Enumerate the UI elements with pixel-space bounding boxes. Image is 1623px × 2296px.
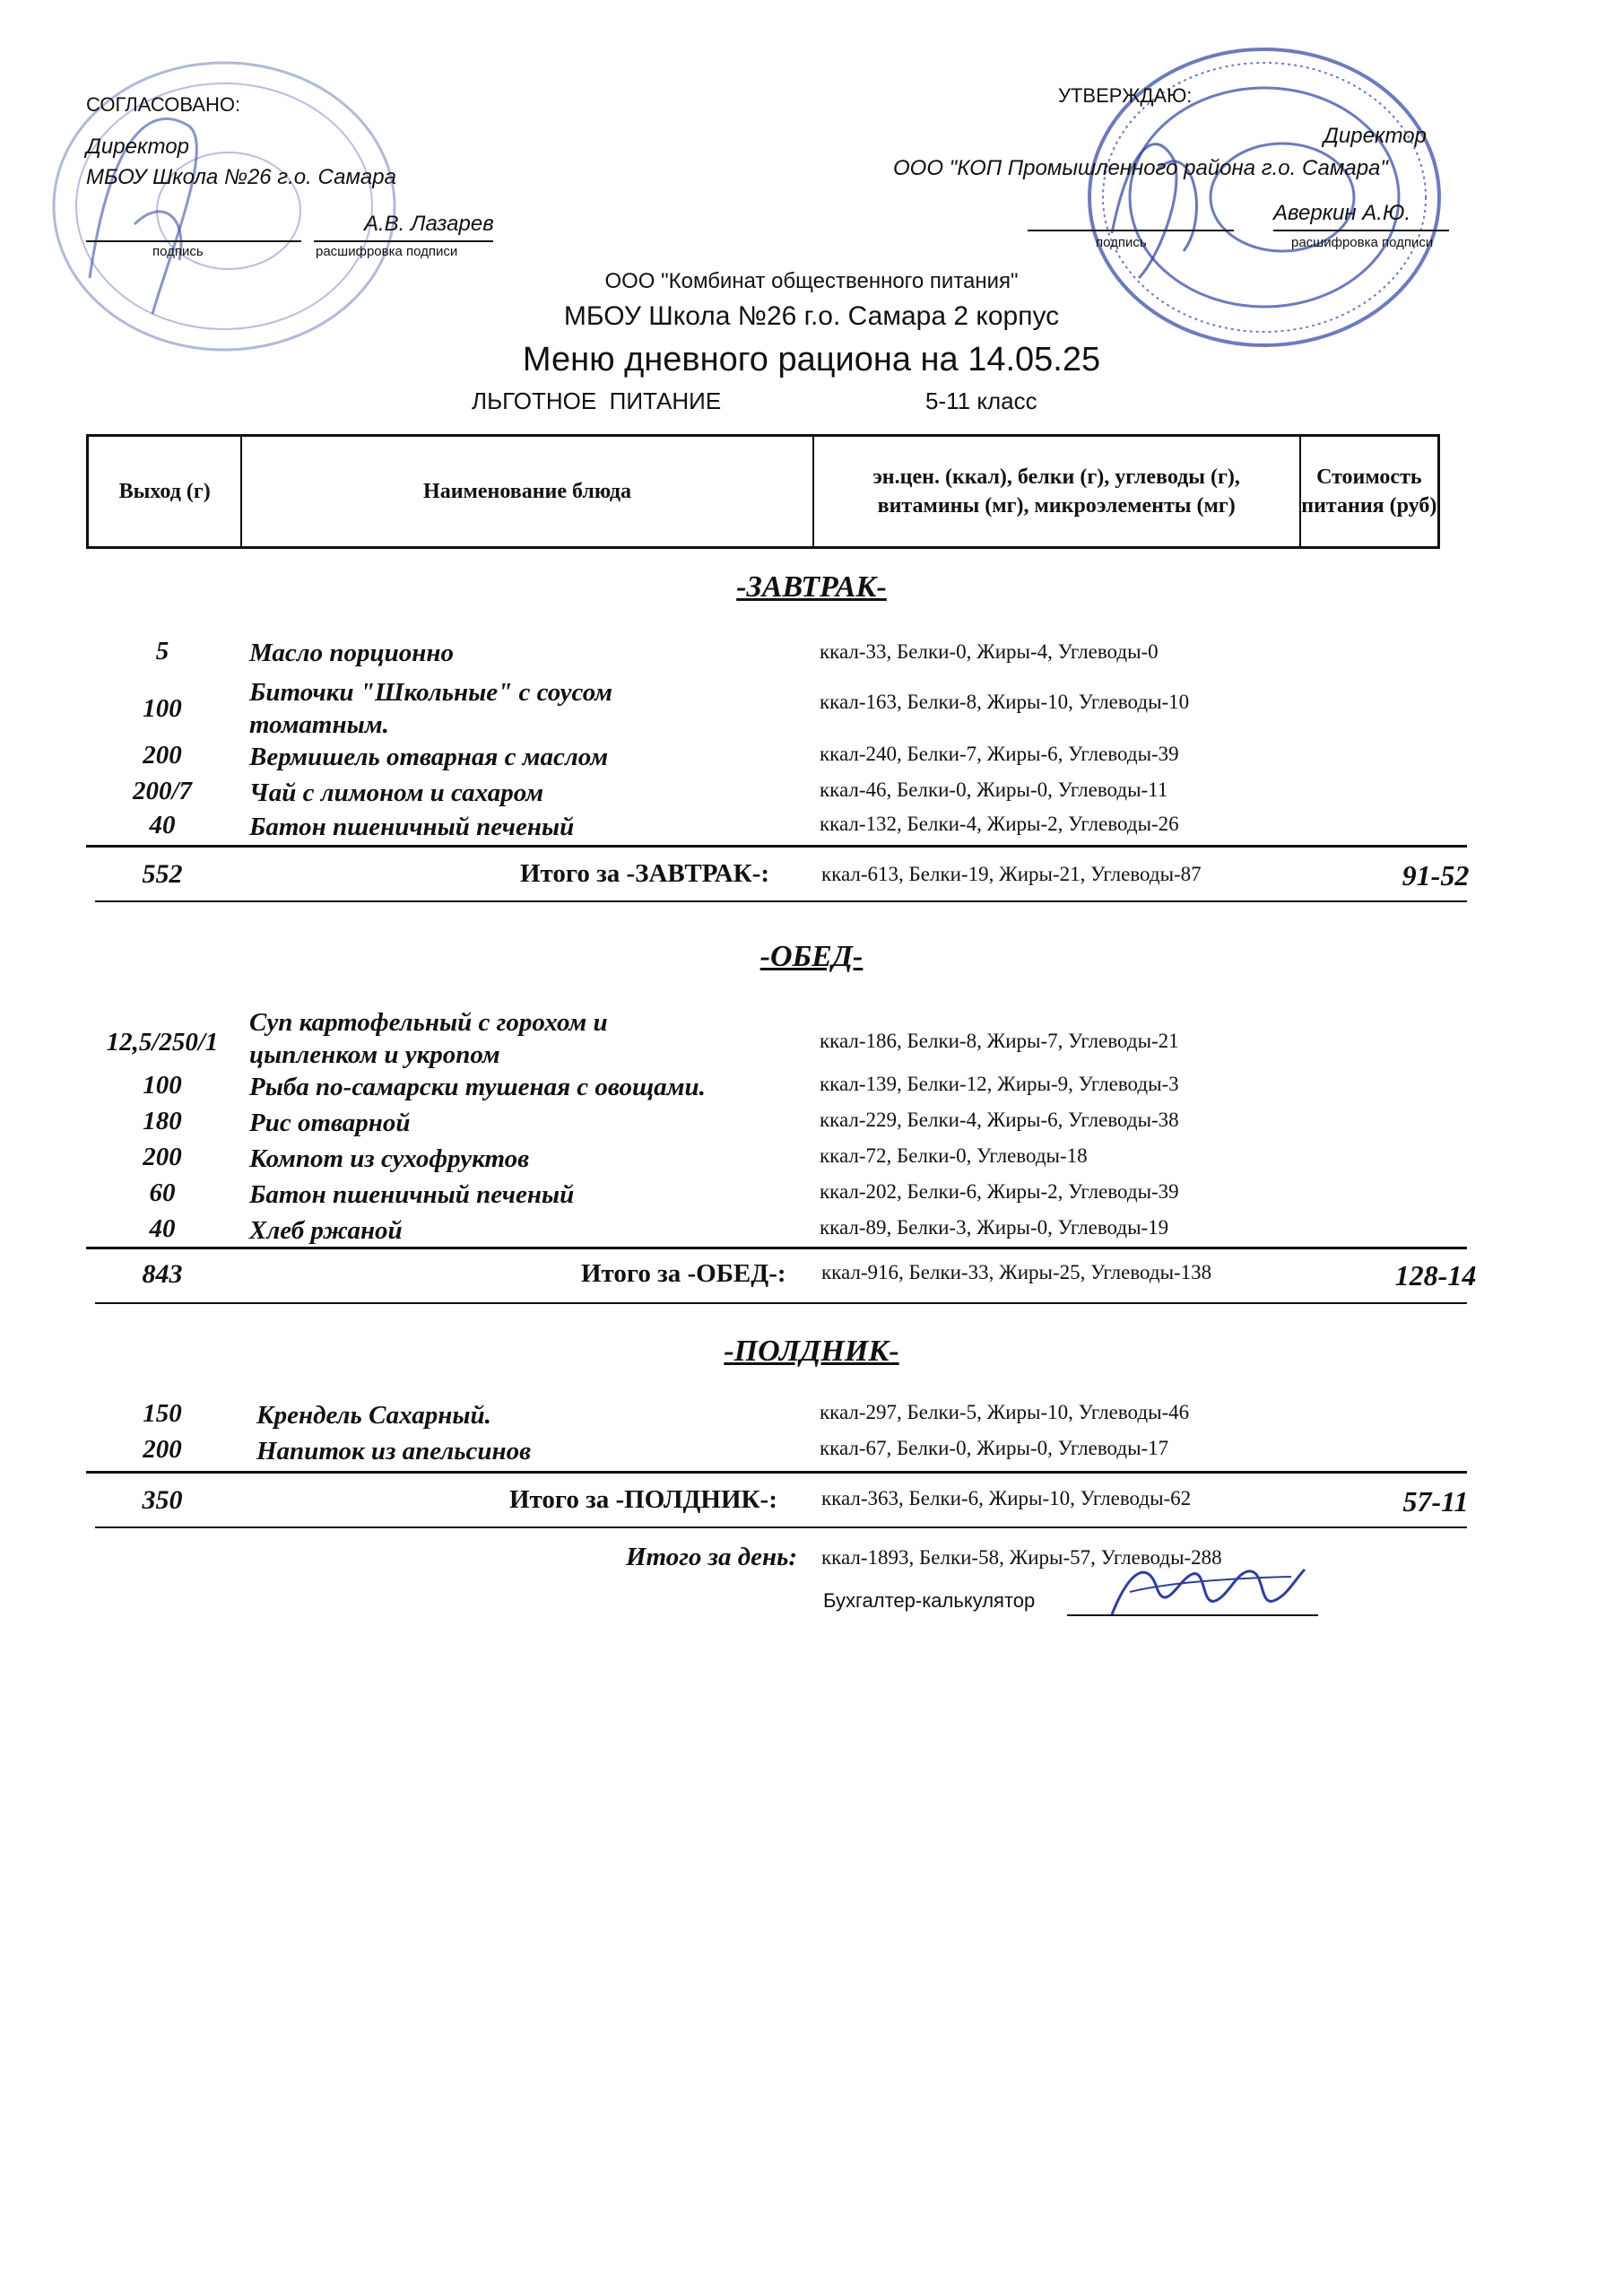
- section-breakfast-title: -ЗАВТРАК-: [736, 570, 887, 604]
- item-qty: 40: [149, 811, 176, 839]
- item-nutrition: ккал-33, Белки-0, Жиры-4, Углеводы-0: [820, 640, 1159, 663]
- total-price: 128-14: [1394, 1259, 1477, 1292]
- item-qty: 5: [155, 637, 169, 665]
- approval-left-decode-caption: расшифровка подписи: [316, 244, 458, 259]
- item-name: Вермишель отварная с маслом: [249, 743, 609, 771]
- table-header: [86, 434, 1440, 549]
- item-name: Компот из сухофруктов: [249, 1144, 530, 1173]
- item-name: Суп картофельный с горохом и цыпленком и укропом: [249, 1008, 608, 1069]
- item-qty: 40: [149, 1214, 176, 1243]
- accountant-label: Бухгалтер-калькулятор: [823, 1589, 1036, 1612]
- item-qty: 200/7: [132, 777, 193, 805]
- item-nutrition: ккал-46, Белки-0, Жиры-0, Углеводы-11: [820, 778, 1168, 801]
- item-name: Батон пшеничный печеный: [249, 1180, 575, 1209]
- approval-right-heading: УТВЕРЖДАЮ:: [1058, 84, 1193, 107]
- approval-left-decode-line: [314, 240, 493, 242]
- item-qty: 200: [143, 1143, 182, 1171]
- item-name: Рис отварной: [249, 1109, 411, 1137]
- item-nutrition: ккал-229, Белки-4, Жиры-6, Углеводы-38: [820, 1109, 1179, 1131]
- item-name: Чай с лимоном и сахаром: [249, 778, 544, 807]
- item-nutrition: ккал-67, Белки-0, Жиры-0, Углеводы-17: [820, 1437, 1169, 1459]
- total-label: Итого за -ЗАВТРАК-:: [520, 859, 770, 888]
- header-org: ООО "Комбинат общественного питания": [604, 269, 1019, 293]
- col-header-dish: Наименование блюда: [242, 437, 813, 546]
- approval-right-org: ООО "КОП Промышленного района г.о. Самара": [893, 156, 1388, 180]
- day-total-label: Итого за день:: [626, 1543, 798, 1571]
- item-name: Рыба по-самарски тушеная с овощами.: [249, 1073, 706, 1101]
- total-nutrition: ккал-363, Белки-6, Жиры-10, Углеводы-62: [821, 1487, 1192, 1509]
- total-qty: 350: [142, 1485, 183, 1515]
- approval-left-sig-caption: подпись: [152, 244, 204, 259]
- approval-left-heading: СОГЛАСОВАНО:: [86, 93, 241, 116]
- total-nutrition: ккал-916, Белки-33, Жиры-25, Углеводы-138: [821, 1261, 1212, 1283]
- divider: [95, 1526, 1467, 1528]
- divider: [86, 845, 1467, 848]
- item-nutrition: ккал-240, Белки-7, Жиры-6, Углеводы-39: [820, 743, 1179, 765]
- divider: [86, 1471, 1467, 1474]
- col-header-price: Стоимость питания (руб): [1301, 465, 1437, 517]
- divider: [95, 900, 1467, 902]
- item-name: Хлеб ржаной: [249, 1216, 403, 1245]
- col-header-yield: Выход (г): [89, 437, 242, 546]
- approval-left-position: Директор: [86, 135, 189, 159]
- item-nutrition: ккал-89, Белки-3, Жиры-0, Углеводы-19: [820, 1216, 1169, 1239]
- divider: [95, 1302, 1467, 1304]
- section-lunch-title: -ОБЕД-: [759, 940, 864, 973]
- header-grades: 5-11 класс: [925, 387, 1037, 414]
- col-header-nutrition: эн.цен. (ккал), белки (г), углеводы (г), витамины (мг), микроэлементы (мг): [814, 437, 1301, 546]
- total-qty: 552: [142, 859, 183, 889]
- item-name: Биточки "Школьные" с соусом томатным.: [249, 678, 612, 739]
- accountant-signature: [1094, 1552, 1309, 1632]
- item-name: Напиток из апельсинов: [256, 1437, 532, 1465]
- item-name: Масло порционно: [249, 639, 454, 667]
- item-qty: 200: [143, 1435, 182, 1464]
- item-name: Крендель Сахарный.: [256, 1401, 491, 1430]
- total-price: 91-52: [1402, 859, 1470, 891]
- day-total-nutrition: ккал-1893, Белки-58, Жиры-57, Углеводы-288: [821, 1546, 1222, 1569]
- item-qty: 180: [143, 1107, 182, 1135]
- total-label: Итого за -ПОЛДНИК-:: [509, 1485, 777, 1514]
- item-qty: 150: [143, 1399, 182, 1428]
- item-nutrition: ккал-202, Белки-6, Жиры-2, Углеводы-39: [820, 1180, 1179, 1203]
- approval-right-signature-line: [1028, 230, 1234, 231]
- item-name: Батон пшеничный печеный: [249, 813, 575, 841]
- section-snack-title: -ПОЛДНИК-: [724, 1335, 899, 1368]
- divider: [86, 1247, 1467, 1249]
- total-label: Итого за -ОБЕД-:: [581, 1259, 786, 1288]
- page-title: Меню дневного рациона на 14.05.25: [522, 341, 1101, 378]
- item-qty: 60: [149, 1178, 176, 1207]
- item-nutrition: ккал-186, Белки-8, Жиры-7, Углеводы-21: [820, 1030, 1179, 1052]
- total-nutrition: ккал-613, Белки-19, Жиры-21, Углеводы-87: [821, 863, 1202, 885]
- item-nutrition: ккал-132, Белки-4, Жиры-2, Углеводы-26: [820, 813, 1179, 835]
- item-nutrition: ккал-163, Белки-8, Жиры-10, Углеводы-10: [820, 691, 1190, 713]
- approval-right-decode-line: [1273, 230, 1449, 231]
- item-nutrition: ккал-297, Белки-5, Жиры-10, Углеводы-46: [820, 1401, 1190, 1423]
- item-qty: 100: [143, 1071, 182, 1100]
- item-qty: 100: [143, 694, 182, 723]
- day-total: [0, 1543, 1623, 1587]
- item-nutrition: ккал-72, Белки-0, Углеводы-18: [820, 1144, 1088, 1167]
- approval-left-org: МБОУ Школа №26 г.о. Самара: [86, 165, 396, 189]
- item-qty: 200: [143, 741, 182, 770]
- item-nutrition: ккал-139, Белки-12, Жиры-9, Углеводы-3: [820, 1073, 1179, 1095]
- approval-left-signature-line: [86, 240, 301, 242]
- approval-right-sig-caption: подпись: [1096, 235, 1147, 250]
- approval-right-position: Директор: [1324, 124, 1427, 148]
- header-program: ЛЬГОТНОЕ ПИТАНИЕ: [472, 387, 722, 414]
- total-price: 57-11: [1402, 1485, 1469, 1518]
- total-qty: 843: [142, 1259, 183, 1289]
- approval-left-name: А.В. Лазарев: [364, 212, 494, 236]
- approval-right-decode-caption: расшифровка подписи: [1291, 235, 1434, 250]
- approval-right-name: Аверкин А.Ю.: [1273, 201, 1411, 225]
- item-qty: 12,5/250/1: [106, 1028, 219, 1057]
- header-school: МБОУ Школа №26 г.о. Самара 2 корпус: [563, 301, 1060, 331]
